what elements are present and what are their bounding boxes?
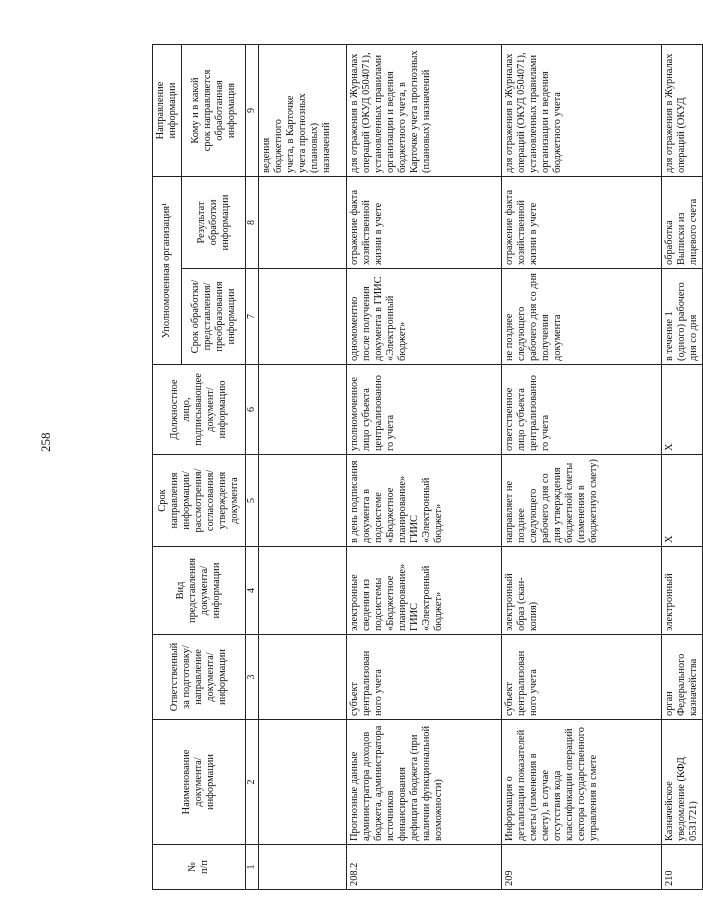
header-responsible: Ответственный за подготовку/ направление документа/ информации [153,635,246,720]
cell-term: X [661,455,702,547]
cell-kind: электронные сведения из подсистемы «Бюджетное планирование» ГИИС «Электронный бюджет» [346,547,501,635]
col-number: 2 [246,720,259,845]
cell-destination: для отражения в Журналах операций (ОКУД [661,45,702,177]
cell-name: Казначейское уведомление (КФД 0531721) [661,720,702,845]
cell-number [258,845,346,890]
page-number: 258 [38,432,53,452]
cell-term: в день подписания документа в подсистеме «Бюджетное планирование» ГИИС «Электронный бюджет» [346,455,501,547]
cell-result: отражение факта хозяйственной жизни в учете [346,177,501,269]
cell-number: 210 [661,845,702,890]
cell-signer: уполномоченное лицо субъекта централизованно го учета [346,365,501,455]
cell-kind [258,547,346,635]
cell-processing: не позднее следующего рабочего дня со дня получения документа [501,269,661,365]
cell-result: отражение факта хозяйственной жизни в учете [501,177,661,269]
cell-responsible [258,635,346,720]
table-row [661,45,702,890]
col-number: 5 [246,455,259,547]
col-number: 4 [246,547,259,635]
cell-processing [258,269,346,365]
cell-signer: X [661,365,702,455]
cell-name: Прогнозные данные администратора доходов бюджета, администратора источников финансирования дефицита бюджета (при наличии функциональной возможности) [346,720,501,845]
col-number: 3 [246,635,259,720]
cell-result: обработка Выписки из лицевого счета [661,177,702,269]
cell-result [258,177,346,269]
col-number: 8 [246,177,259,269]
cell-kind: электронный [661,547,702,635]
header-processing-term: Срок обработки/ представления/ преобразования информации [182,269,246,365]
col-number: 1 [246,845,259,890]
header-result: Результат обработки информации [182,177,246,269]
header-kind: Вид представления документа/ информации [153,547,246,635]
header-doc-name: Наименование документа/ информации [153,720,246,845]
cell-destination: ведения бюджетного учета, в Карточке учета прогнозных (плановых) назначений [258,45,346,177]
table-row [346,45,501,890]
header-signer: Должностное лицо, подписывающее документ/ информацию [153,365,246,455]
col-number: 9 [246,45,259,177]
header-authorized-org: Уполномоченная организация¹ [153,177,182,365]
cell-signer [258,365,346,455]
table-row [501,45,661,890]
cell-processing: в течение 1 (одного) рабочего дня со дня [661,269,702,365]
cell-number: 209 [501,845,661,890]
table-row [258,45,346,890]
cell-responsible: субъект централизован ного учета [501,635,661,720]
header-term: Срок направления информации/ рассмотрения/ согласования/ утверждения документа [153,455,246,547]
cell-destination: для отражения в Журналах операций (ОКУД 0504071), установленных правилами организации и ведения бюджетного учета [501,45,661,177]
cell-signer: ответственное лицо субъекта централизованно го учета [501,365,661,455]
document-table [152,44,703,890]
cell-destination: для отражения в Журналах операций (ОКУД 0504071), установленных правилами организации и ведения бюджетного учета, в Карточке учета прогнозных (плановых) назначений [346,45,501,177]
cell-term: направляет не позднее следующего рабочего дня со дня утверждения бюджетной сметы (изменения в бюджетную смету) [501,455,661,547]
rotated-table-container [152,45,699,890]
cell-number: 208.2 [346,845,501,890]
col-number: 6 [246,365,259,455]
header-direction-group: Направление информации [153,45,182,177]
cell-processing: одномоментно после получения документа в ГИИС «Электронный бюджет» [346,269,501,365]
cell-term [258,455,346,547]
cell-name [258,720,346,845]
cell-name: Информация о детализации показателей сметы (изменения в смету), в случае отсутствия кода классификации операций сектора государственного управления в смете [501,720,661,845]
header-number: № п/п [153,845,246,890]
cell-responsible: орган Федерального казначейства [661,635,702,720]
col-number: 7 [246,269,259,365]
cell-kind: электронный образ (скан-копия) [501,547,661,635]
header-destination: Кому и в какой срок направляется обработанная информация [182,45,246,177]
cell-responsible: субъект централизован ного учета [346,635,501,720]
